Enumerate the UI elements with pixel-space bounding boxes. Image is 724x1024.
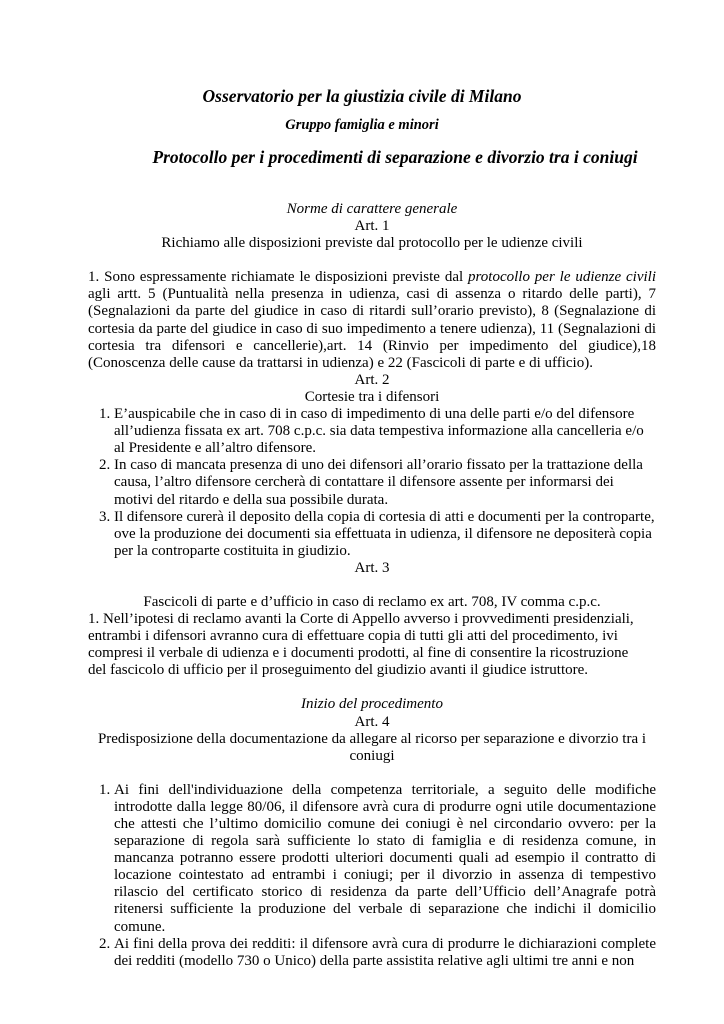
list-item: 2. Ai fini della prova dei redditi: il difensore avrà cura di produrre le dichiarazioni complete dei redditi (modello 730 o Unico) della parte assistita relative agli ultimi tre anni e non <box>114 936 656 970</box>
section-heading-start: Inizio del procedimento <box>301 696 443 713</box>
art1-paragraph-italic: protocollo per le udienze civili <box>468 269 657 286</box>
art2-label: Art. 2 <box>354 371 390 388</box>
document-subtitle: Gruppo famiglia e minori <box>285 117 439 133</box>
list-item: 2. In caso di mancata presenza di uno dei difensori all’orario fissato per la trattazione della causa, l’altro difensore cercherà di contattare il difensore assente per informarsi dei motivi del ritardo e della sua possibile durata. <box>114 457 656 508</box>
list-item: 1. E’auspicabile che in caso di in caso di impedimento di una delle parti e/o del difensore all’udienza fissata ex art. 708 c.p.c. sia data tempestiva informazione alla cancelleria e/o al Presidente e all’altro difensore. <box>114 406 656 457</box>
art4-title: Predisposizione della documentazione da allegare al ricorso per separazione e divorzio tra i coniugi <box>97 730 647 764</box>
art3-line-4: del fascicolo di ufficio per il proseguimento del giudizio avanti il giudice istruttore. <box>88 662 589 679</box>
list-item: 3. Il difensore curerà il deposito della copia di cortesia di atti e documenti per la controparte, ove la produzione dei documenti sia effettuata in udienza, il difensore ne depositerà copia per la controparte costituita in giudizio. <box>114 509 656 560</box>
art3-line-1: 1. Nell’ipotesi di reclamo avanti la Corte di Appello avverso i provvedimenti presidenziali, <box>88 611 634 628</box>
art4-list <box>88 782 656 970</box>
art1-title: Richiamo alle disposizioni previste dal protocollo per le udienze civili <box>161 235 583 252</box>
art2-title: Cortesie tra i difensori <box>304 388 440 405</box>
document-title: Osservatorio per la giustizia civile di Milano <box>202 86 522 106</box>
art1-label: Art. 1 <box>354 218 390 235</box>
art1-paragraph-rest: agli artt. 5 (Puntualità nella presenza in udienza, casi di assenza o ritardo delle parti), 7 (Segnalazioni da parte del giudice in caso di ritardi sull’orario previsto), 8 (Segnalazione di cortesia da parte del giudice in caso di suo impedimento a tenere udienza), 11 (Segnalazioni di cortesia tra difensori e cancellerie),art. 14 (Rinvio per impedimento del giudice),18 (Conoscenza delle cause da trattarsi in udienza) e 22 (Fascicoli di parte e di ufficio). <box>88 286 656 371</box>
art4-label: Art. 4 <box>354 713 390 730</box>
section-heading-general: Norme di carattere generale <box>286 201 458 217</box>
art2-list <box>88 406 656 560</box>
art3-title: Fascicoli di parte e d’ufficio in caso di reclamo ex art. 708, IV comma c.p.c. <box>143 593 601 610</box>
art3-line-2: entrambi i difensori avranno cura di effettuare copia di tutti gli atti del procedimento, ivi <box>88 628 618 645</box>
art1-paragraph <box>88 269 656 372</box>
art1-paragraph-start: 1. Sono espressamente richiamate le disposizioni previste dal <box>88 269 464 286</box>
art3-label: Art. 3 <box>354 559 390 576</box>
document-body <box>88 201 656 970</box>
art3-line-3: compresi il verbale di udienza e i documenti prodotti, al fine di consentire la ricostruzione <box>88 645 629 662</box>
protocol-title: Protocollo per i procedimenti di separazione e divorzio tra i coniugi <box>152 147 638 167</box>
list-item: 1. Ai fini dell'individuazione della competenza territoriale, a seguito delle modifiche introdotte dalla legge 80/06, il difensore avrà cura di produrre ogni utile documentazione che attesti che l’ultimo domicilio comune dei coniugi è nel circondario ovvero: per la separazione di regola sarà sufficiente lo stato di famiglia e di residenza comune, in mancanza potranno essere prodotti ulteriori documenti quali ad esempio il contratto di locazione cointestato ad entrambi i coniugi; per il divorzio in assenza di tempestivo rilascio del certificato storico di residenza da parte dell’Ufficio dell’Anagrafe potrà ritenersi sufficiente la produzione del verbale di separazione che indichi il domicilio comune. <box>114 782 656 936</box>
